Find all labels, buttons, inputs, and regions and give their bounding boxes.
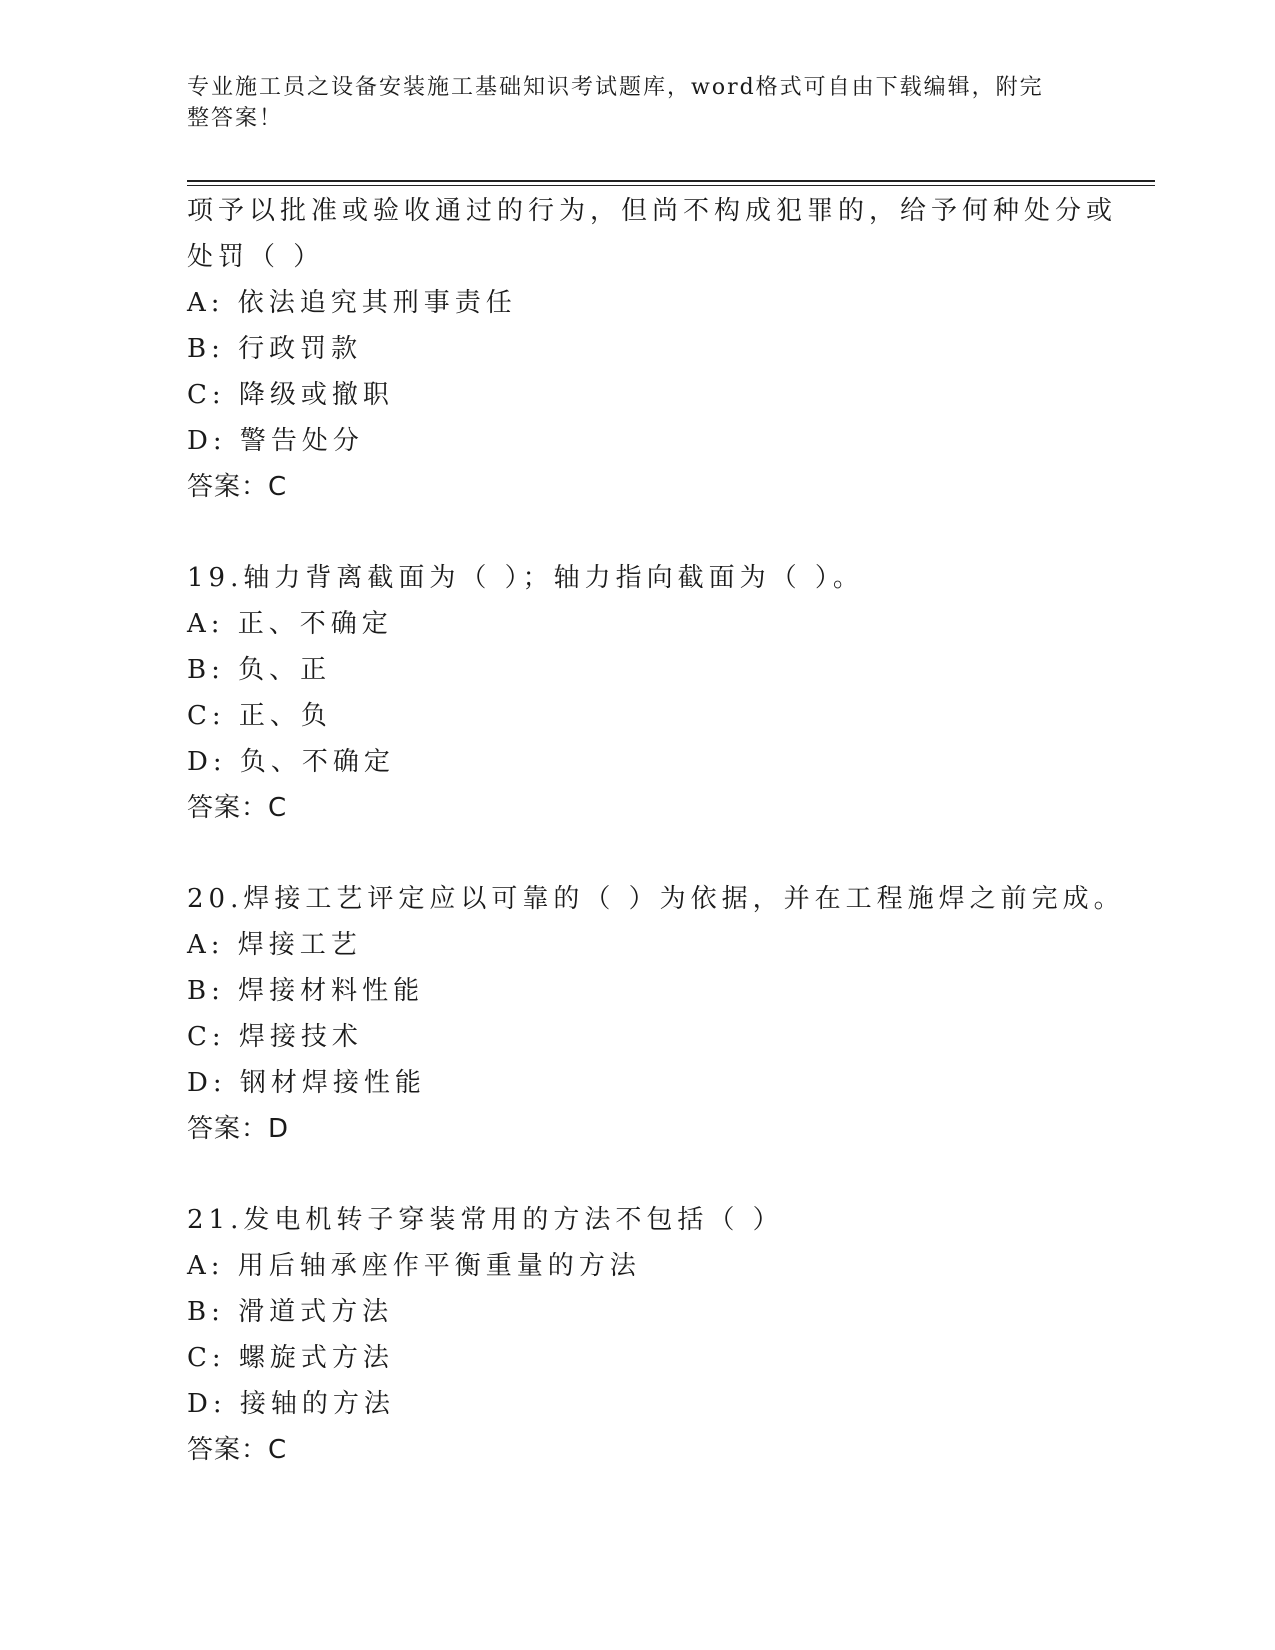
option-d: D: 钢材焊接性能 [187,1068,426,1098]
option-c: C: 降级或撤职 [187,380,394,410]
question-18 [187,188,1118,510]
question-stem: 21.发电机转子穿装常用的方法不包括（ ） [187,1205,784,1235]
option-b: B: 行政罚款 [187,334,363,364]
spacer [187,831,1107,876]
question-list [187,188,1125,1473]
answer-label: 答案：C [187,472,288,502]
question-stem: 项予以批准或验收通过的行为，但尚不构成犯罪的，给予何种处分或 [187,196,1118,226]
option-c: C: 焊接技术 [187,1022,363,1052]
option-b: B: 滑道式方法 [187,1297,394,1327]
header-line-2: 整答案！ [187,106,284,131]
question-21 [187,1197,1107,1473]
answer-label: 答案：C [187,1435,288,1465]
option-d: D: 警告处分 [187,426,364,456]
document-header [187,72,1067,134]
question-stem-continued: 处罚（ ） [187,242,325,272]
question-stem: 20.焊接工艺评定应以可靠的（ ）为依据，并在工程施焊之前完成。 [187,884,1125,914]
question-20 [187,876,1125,1152]
question-stem: 19.轴力背离截面为（ ）；轴力指向截面为（ ）。 [187,563,864,593]
option-a: A: 焊接工艺 [187,930,362,960]
header-divider-thick [187,180,1155,182]
option-a: A: 用后轴承座作平衡重量的方法 [187,1251,641,1281]
option-c: C: 正、负 [187,701,332,731]
option-b: B: 负、正 [187,655,332,685]
answer-label: 答案：C [187,793,288,823]
option-b: B: 焊接材料性能 [187,976,425,1006]
option-d: D: 接轴的方法 [187,1389,395,1419]
option-a: A: 依法追究其刑事责任 [187,288,517,318]
question-19 [187,555,1107,831]
spacer [187,1152,1107,1197]
header-line-1: 专业施工员之设备安装施工基础知识考试题库，word格式可自由下载编辑，附完 [187,75,1044,100]
header-divider-thin [187,185,1155,186]
answer-label: 答案：D [187,1114,290,1144]
spacer [187,510,1107,555]
option-d: D: 负、不确定 [187,747,395,777]
option-a: A: 正、不确定 [187,609,393,639]
option-c: C: 螺旋式方法 [187,1343,394,1373]
